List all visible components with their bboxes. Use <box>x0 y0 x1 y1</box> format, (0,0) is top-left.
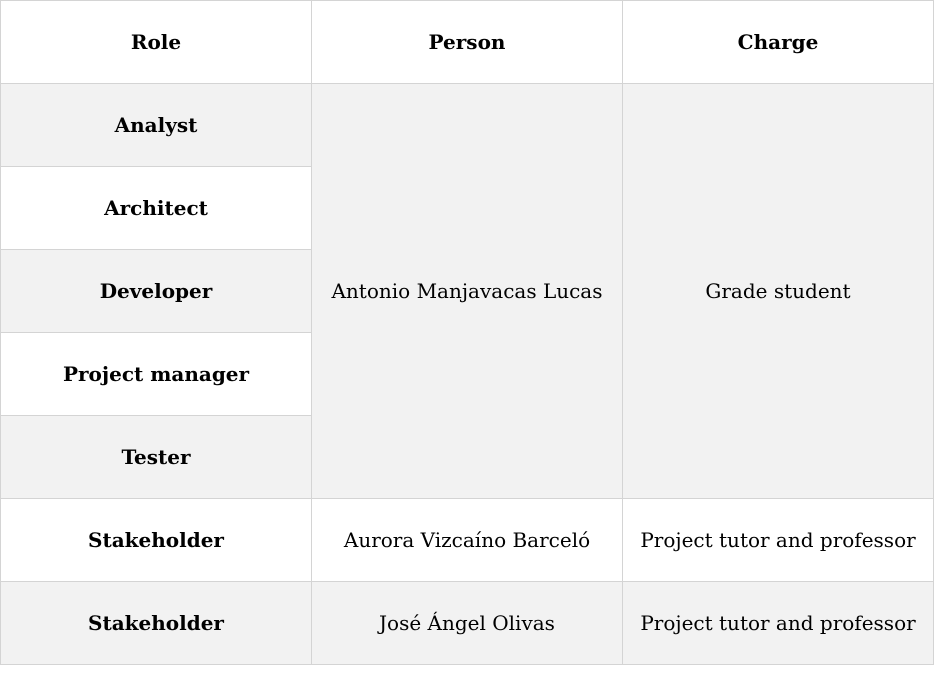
charge-cell: Project tutor and professor <box>623 582 934 665</box>
role-cell: Stakeholder <box>1 582 312 665</box>
table-row <box>1 582 934 665</box>
person-cell: José Ángel Olivas <box>312 582 623 665</box>
role-cell: Tester <box>1 416 312 499</box>
person-cell: Aurora Vizcaíno Barceló <box>312 499 623 582</box>
table-row <box>1 84 934 167</box>
role-cell: Architect <box>1 167 312 250</box>
role-cell: Developer <box>1 250 312 333</box>
header-role: Role <box>1 1 312 84</box>
charge-cell: Project tutor and professor <box>623 499 934 582</box>
role-cell: Stakeholder <box>1 499 312 582</box>
header-person: Person <box>312 1 623 84</box>
table-row <box>1 499 934 582</box>
header-row <box>1 1 934 84</box>
person-cell-merged: Antonio Manjavacas Lucas <box>312 84 623 499</box>
header-charge: Charge <box>623 1 934 84</box>
role-cell: Analyst <box>1 84 312 167</box>
role-cell: Project manager <box>1 333 312 416</box>
charge-cell-merged: Grade student <box>623 84 934 499</box>
